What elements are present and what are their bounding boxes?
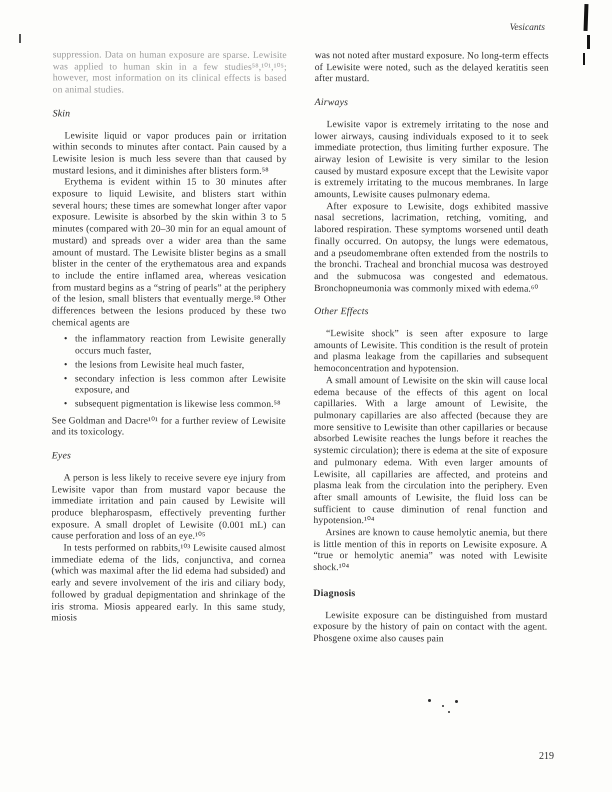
scan-artifact-binding-mark bbox=[587, 35, 590, 49]
see-reference-paragraph: See Goldman and Dacre¹⁰¹ for a further review of Lewisite and its toxicology. bbox=[51, 415, 286, 438]
skin-paragraph-1: Lewisite liquid or vapor produces pain or irritation within seconds to minutes after contact. Pain caused by a Lewisite lesion is much less severe than that caused by mustard lesions, and it diminishes after blisters form.⁵⁸ bbox=[52, 129, 287, 177]
scan-artifact-speck bbox=[428, 699, 431, 702]
airways-paragraph-2: After exposure to Lewisite, dogs exhibited massive nasal secretions, lacrimation, retching, vomiting, and labored respiration. These symptoms worsened until death finally occurred. On autopsy, the lungs were edematous, and a pseudomembrane often extended from the nostrils to the bronchi. Tracheal and bronchial mucosa was destroyed and the submucosa was congested and edematous. Bronchopneumonia was commonly mixed with edema.⁶⁰ bbox=[314, 200, 549, 295]
list-item: • secondary infection is less common after Lewisite exposure, and bbox=[64, 373, 286, 397]
running-header: Vesicants bbox=[509, 23, 545, 33]
list-item: • subsequent pigmentation is likewise less common.⁵⁸ bbox=[64, 398, 286, 410]
scan-artifact-edge-mark bbox=[19, 34, 21, 43]
left-column bbox=[51, 49, 287, 644]
section-heading-skin: Skin bbox=[52, 108, 71, 120]
list-item: • the inflammatory reaction from Lewisite generally occurs much faster, bbox=[64, 334, 286, 358]
eyes-paragraph-2: In tests performed on rabbits,¹⁰³ Lewisite caused almost immediate edema of the lids, conjunctiva, and cornea (which was maximal after the lid edema had subsided) and early and severe involvement of the iris and ciliary body, followed by gradual depigmentation and shrinkage of the iris stroma. Miosis appeared early. In this same study, miosis bbox=[51, 542, 286, 624]
other-effects-paragraph-2: A small amount of Lewisite on the skin will cause local edema because of the effects of this agent on local capillaries. With a large amount of Lewisite, the pulmonary capillaries are also affected (because they are more sensitive to Lewisite than other capillaries or because absorbed Lewisite reaches the lungs before it reaches the systemic circulation); there is edema at the site of exposure and pulmonary edema. With even larger amounts of Lewisite, all capillaries are affected, and proteins and plasma leak from the circulation into the periphery. Even after small amounts of Lewisite, the fluid loss can be sufficient to cause diminution of renal function and hypotension.¹⁰⁴ bbox=[313, 374, 548, 527]
diagnosis-paragraph-1: Lewisite exposure can be distinguished from mustard exposure by the history of pain on contact with the agent. Phosgene oxime also causes pain bbox=[313, 609, 548, 645]
other-effects-paragraph-3: Arsines are known to cause hemolytic anemia, but there is little mention of this in reports on Lewisite exposure. A “true or hemolytic anemia” was noted with Lewisite shock.¹⁰⁴ bbox=[313, 527, 548, 574]
right-column bbox=[313, 50, 549, 645]
scan-artifact-binding-mark bbox=[584, 4, 589, 31]
eyes-paragraph-1: A person is less likely to receive severe eye injury from Lewisite vapor than from mustard vapor because the immediate irritation and pain caused by Lewisite will produce blepharospasm, effectively preventing further exposure. A small droplet of Lewisite (0.001 mL) can cause perforation and loss of an eye.¹⁰⁵ bbox=[51, 472, 286, 543]
eyes-continuation-paragraph: was not noted after mustard exposure. No long-term effects of Lewisite were noted, such as the delayed keratitis seen after mustard. bbox=[314, 50, 549, 85]
section-heading-airways: Airways bbox=[314, 97, 349, 109]
scan-artifact-binding-mark bbox=[583, 53, 585, 65]
scan-artifact-speck bbox=[448, 711, 450, 713]
skin-paragraph-2: Erythema is evident within 15 to 30 minutes after exposure to liquid Lewisite, and blisters start within several hours; these times are somewhat longer after vapor exposure. Lewisite is absorbed by the skin within 3 to 5 minutes (compared with 20–30 min for an equal amount of mustard) and spreads over a wider area than the same amount of mustard. The Lewisite blister begins as a small blister in the center of the erythematous area and expands to include the entire inflamed area, whereas vesication from mustard begins as a “string of pearls” at the periphery of the lesion, small blisters that eventually merge.⁵⁸ Other differences between the lesions produced by these two chemical agents are bbox=[52, 176, 287, 329]
section-heading-other-effects: Other Effects bbox=[314, 306, 369, 318]
airways-paragraph-1: Lewisite vapor is extremely irritating to the nose and lower airways, causing individuals exposed to it to seek immediate protection, thus limiting further exposure. The airway lesion of Lewisite is very similar to the lesion caused by mustard exposure except that the Lewisite vapor is extremely irritating to the mucous membranes. In large amounts, Lewisite causes pulmonary edema. bbox=[314, 118, 549, 201]
page-body bbox=[51, 49, 549, 645]
list-item: • the lesions from Lewisite heal much faster, bbox=[64, 359, 286, 371]
scan-artifact-speck bbox=[442, 705, 444, 707]
section-heading-diagnosis: Diagnosis bbox=[313, 587, 356, 599]
intro-continuation-paragraph: suppression. Data on human exposure are sparse. Lewisite was applied to human skin in a few studies⁵⁸,¹⁰¹,¹⁰⁵; however, most information on its clinical effects is based on animal studies. bbox=[52, 49, 287, 96]
scan-artifact-speck bbox=[455, 700, 458, 703]
other-effects-paragraph-1: “Lewisite shock” is seen after exposure to large amounts of Lewisite. This condition is the result of protein and plasma leakage from the capillaries and subsequent hemoconcentration and hypotension. bbox=[313, 328, 549, 375]
page-number: 219 bbox=[539, 751, 554, 762]
lesion-differences-list bbox=[64, 334, 286, 411]
section-heading-eyes: Eyes bbox=[51, 450, 72, 462]
